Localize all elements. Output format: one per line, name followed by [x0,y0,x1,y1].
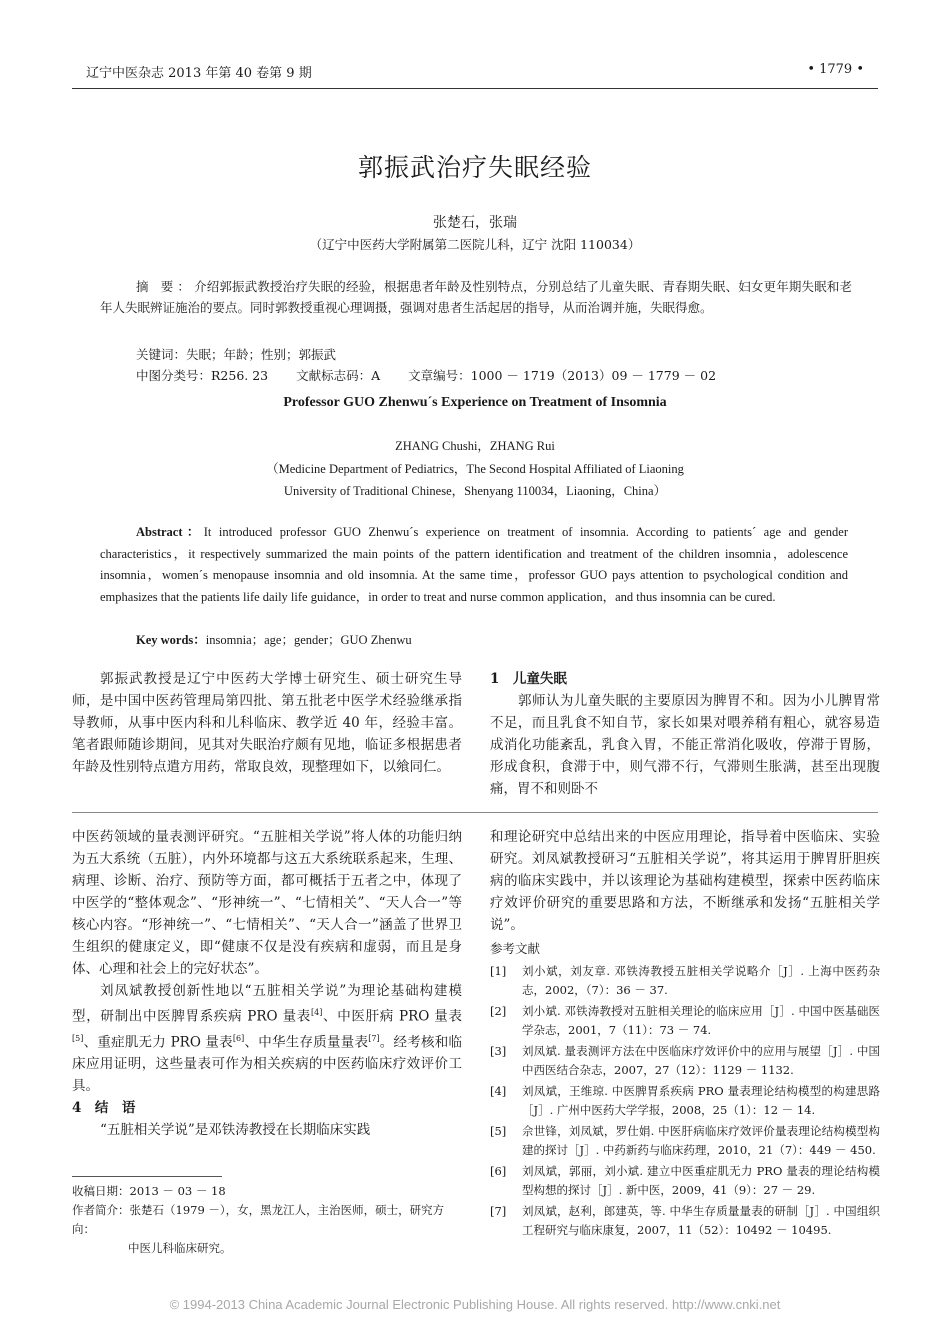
body-left-column-top [72,668,462,778]
liu-text-c: 、重症肌无力 PRO 量表 [83,1034,233,1050]
article-number: 文章编号：1000 － 1719（2013）09 － 1779 － 02 [408,368,717,383]
english-affiliation-line2: University of Traditional Chinese，Shenyang 110034，Liaoning，China） [283,484,667,498]
reference-item [490,1002,880,1040]
body-right-column-top [490,668,880,800]
journal-header: 辽宁中医杂志 2013 年第 40 卷第 9 期 [86,66,312,81]
english-keywords-text: insomnia；age；gender；GUO Zhenwu [205,633,412,647]
reference-item [490,962,880,1000]
english-keywords-label: Key words： [136,633,206,647]
english-title: Professor GUO Zhenwu´s Experience on Treatment of Insomnia [283,395,667,410]
english-abstract [100,522,848,608]
reference-list [490,962,880,1240]
abstract-cn [100,276,852,318]
article-title: 郭振武治疗失眠经验 [357,153,592,182]
reference-text: 佘世锋，刘凤斌，罗仕娟. 中医肝病临床疗效评价量表理论结构模型构建的探讨［J］. 中药新药与临床药理，2010，21（7）：449 － 450. [522,1124,880,1157]
english-keywords [136,630,412,648]
citation-7[interactable]: [7] [368,1033,380,1043]
body-right-column-bottom [490,826,880,1240]
abstract-cn-label: 摘 要： [136,279,195,294]
reference-item [490,1122,880,1160]
copyright-footer: © 1994-2013 China Academic Journal Electronic Publishing House. All rights reserved. http://www.cnki.net [169,1297,781,1312]
children-paragraph: 郭师认为儿童失眠的主要原因为脾胃不和。因为小儿脾胃常不足，而且乳食不知自节，家长如果对喂养稍有粗心，就容易造成消化功能紊乱，乳食入胃，不能正常消化吸收，停滞于胃肠，形成食积，食滞于中，则气滞不行，气滞则生胀满，甚至出现腹痛，胃不和则卧不 [490,693,880,797]
reference-text: 刘凤斌，赵利，郎建英，等. 中华生存质量量表的研制［J］. 中国组织工程研究与临床康复，2007，11（52）：10492 － 10495. [522,1204,880,1237]
clc-number: 中图分类号：R256. 23 [136,368,269,383]
reference-text: 刘小斌，刘友章. 邓铁涛教授五脏相关学说略介［J］. 上海中医药杂志，2002，（7）：36 － 37. [522,964,880,997]
received-date: 收稿日期：2013 － 03 － 18 [72,1184,226,1198]
doc-code: 文献标志码：A [296,368,381,383]
english-abstract-text: It introduced professor GUO Zhenwu´s experience on treatment of insomnia. According to patients´ age and gender characteristics，it respectively summarized the main points of the pattern identification and treatment of the children insomnia，adolescence insomnia，women´s menopause insomnia and old insomnia. At the same time，professor GUO pays attention to psychological condition and emphasizes that the patients life daily life guidance，in order to treat and nurse common application，and thus insomnia can be cured. [100,525,849,604]
body-left-column-bottom [72,826,462,1141]
reference-number: [2] [490,1004,507,1018]
affiliation: （辽宁中医药大学附属第二医院儿科，辽宁 沈阳 110034） [309,237,641,252]
reference-item [490,1162,880,1200]
intro-paragraph: 郭振武教授是辽宁中医药大学博士研究生、硕士研究生导师，是中国中医药管理局第四批、第五批老中医学术经验继承指导教师，从事中医内科和儿科临床、教学近 40 年，经验丰富。笔者跟师随诊期间，见其对失眠治疗颇有见地，临证多根据患者年龄及性别特点遣方用药，常取良效，现整理如下，以飨同仁。 [72,671,462,775]
reference-text: 刘凤斌. 量表测评方法在中医临床疗效评价中的应用与展望［J］. 中国中西医结合杂志，2007，27（12）：1129 － 1132. [522,1044,880,1077]
citation-4[interactable]: [4] [311,1008,323,1017]
liu-paragraph [72,980,462,1097]
reference-item [490,1042,880,1080]
reference-number: [6] [490,1164,507,1178]
liu-text-b: 、中医肝病 PRO 量表 [322,1008,462,1025]
reference-text: 刘小斌. 邓铁涛教授对五脏相关理论的临床应用［J］. 中国中医基础医学杂志，2001，7（11）：73 － 74. [522,1004,880,1037]
reference-text: 刘凤斌，郭丽，刘小斌. 建立中医重症肌无力 PRO 量表的理论结构模型构想的探讨［J］. 新中医，2009，41（9）：27 － 29. [522,1164,880,1197]
reference-number: [1] [490,964,507,978]
conclusion-paragraph: “五脏相关学说”是邓铁涛教授在长期临床实践 [100,1122,371,1138]
header-rule [72,88,878,89]
section-heading-conclusion: 4 结 语 [72,1100,136,1116]
reference-text: 刘凤斌，王维琼. 中医脾胃系疾病 PRO 量表理论结构模型的构建思路［J］. 广州中医药大学学报，2008，25（1）：12 － 14. [522,1084,880,1117]
conclusion-continued: 和理论研究中总结出来的中医应用理论，指导着中医临床、实验研究。刘凤斌教授研习“五脏相关学说”，将其运用于脾胃肝胆疾病的临床实践中，并以该理论为基础构建模型，探索中医药临床疗效评价研究的重要思路和方法，不断继承和发扬“五脏相关学说”。 [490,829,880,933]
liu-text-a: 刘凤斌教授创新性地以“五脏相关学说”为理论基础构建模型，研制出中医脾胃系疾病 PRO 量表 [72,983,462,1025]
page-number: • 1779 • [807,62,864,77]
english-authors: ZHANG Chushi，ZHANG Rui [395,439,555,453]
reference-item [490,1202,880,1240]
references-heading: 参考文献 [490,941,541,956]
author-bio-continued: 中医儿科临床研究。 [128,1241,232,1255]
keywords-cn: 关键词：失眠；年龄；性别；郭振武 [136,347,337,362]
reference-number: [7] [490,1204,507,1218]
english-abstract-label: Abstract： [136,525,204,539]
author-bio: 作者简介：张楚石（1979 －），女，黑龙江人，主治医师，硕士，研究方向： [72,1203,445,1236]
citation-6[interactable]: [6] [232,1033,245,1043]
citation-5[interactable]: [5] [72,1033,84,1043]
liu-text-e: 。经考核和临床应用证明，这些量表可作为相关疾病的中医药临床疗效评价工具。 [72,1034,463,1094]
footnote [72,1182,462,1258]
english-affiliation-line1: （Medicine Department of Pediatrics，The Second Hospital Affiliated of Liaoning [266,462,684,476]
section-heading-children: 1 儿童失眠 [490,671,567,687]
authors: 张楚石，张瑞 [433,215,517,231]
reference-number: [5] [490,1124,507,1138]
liu-text-d: 、中华生存质量量表 [244,1034,369,1050]
scale-paragraph: 中医药领域的量表测评研究。“五脏相关学说”将人体的功能归纳为五大系统（五脏），内外环境都与这五大系统联系起来，生理、病理、诊断、治疗、预防等方面，都可概括于五者之中，体现了中医学的“整体观念”、“形神统一”、“七情相关”、“天人合一”等核心内容。“形神统一”、“七情相关”、“天人合一”涵盖了世界卫生组织的健康定义，即“健康不仅是没有疾病和虚弱，而且是身体、心理和社会上的完好状态”。 [72,829,462,977]
reference-number: [4] [490,1084,507,1098]
footnote-rule [72,1176,222,1177]
section-divider [72,812,878,813]
abstract-cn-text: 介绍郭振武教授治疗失眠的经验，根据患者年龄及性别特点，分别总结了儿童失眠、青春期失眠、妇女更年期失眠和老年人失眠辨证施治的要点。同时郭教授重视心理调摄，强调对患者生活起居的指导，从而治调并施，失眠得愈。 [100,279,852,315]
classification-line [136,366,740,384]
reference-number: [3] [490,1044,507,1058]
reference-item [490,1082,880,1120]
